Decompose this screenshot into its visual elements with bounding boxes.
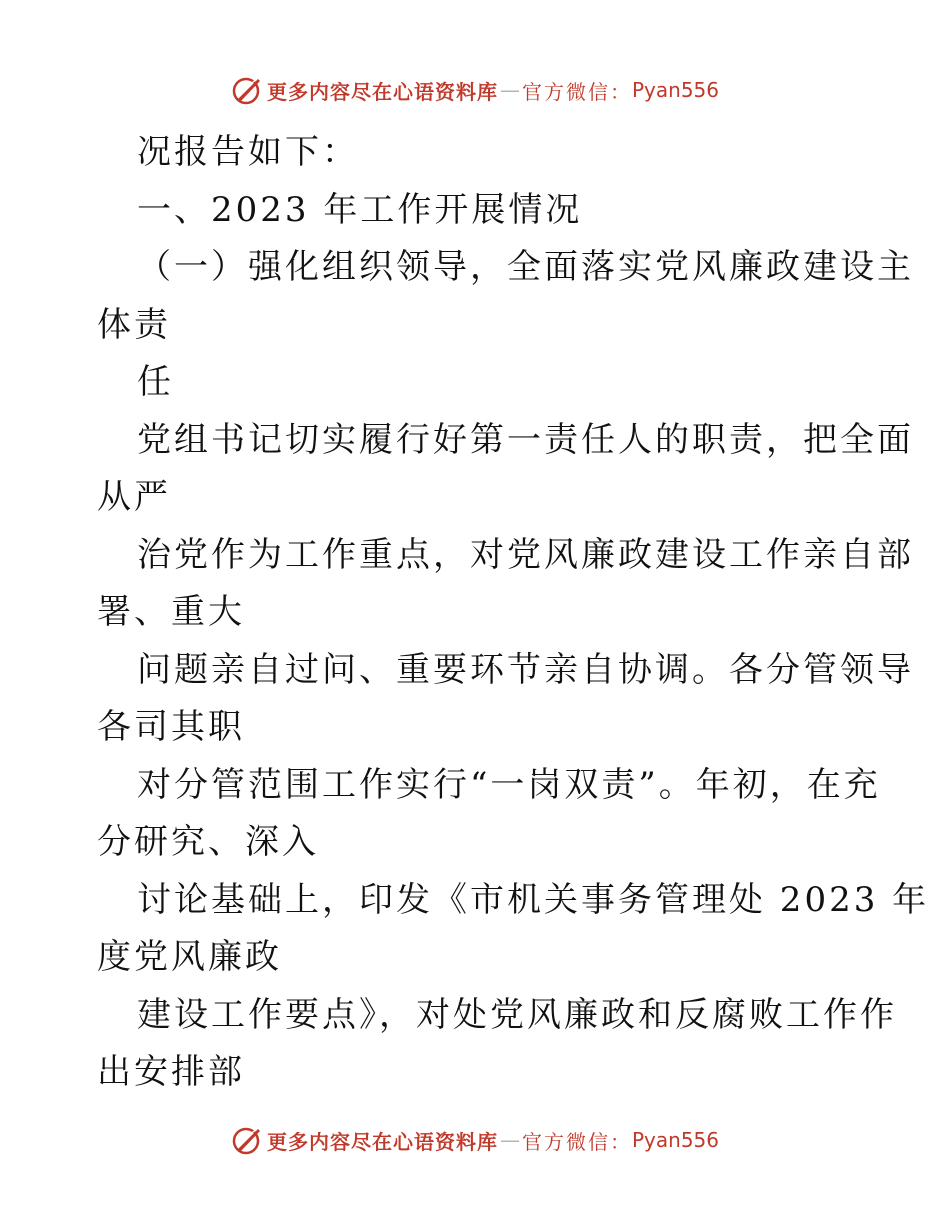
body-line: 署、重大 (97, 592, 245, 632)
body-line: 讨论基础上，印发《市机关事务管理处 2023 年 (137, 879, 930, 920)
body-line: 出安排部 (97, 1052, 245, 1092)
header-watermark (0, 70, 950, 110)
wechat-id: Pyan556 (631, 1128, 719, 1152)
body-line: 体责 (97, 304, 171, 345)
body-line: 从严 (97, 477, 171, 517)
body-line: 建设工作要点》，对处党风廉政和反腐败工作作 (137, 994, 897, 1035)
body-line: 治党作为工作重点，对党风廉政建设工作亲自部 (137, 534, 914, 575)
body-line: 各司其职 (97, 707, 245, 747)
quill-pen-logo-icon (231, 74, 263, 106)
wechat-label: 官方微信： (521, 1129, 632, 1154)
body-line: 问题亲自过问、重要环节亲自协调。各分管领导 (137, 649, 914, 690)
quill-pen-logo-icon (231, 1124, 263, 1156)
separator: — (499, 78, 520, 102)
section-heading: 一、2023 年工作开展情况 (137, 189, 583, 230)
body-line: 党组书记切实履行好第一责任人的职责，把全面 (137, 419, 914, 460)
footer-watermark (0, 1120, 950, 1160)
promo-text: 更多内容尽在心语资料库 (266, 79, 498, 104)
body-line: 任 (137, 362, 174, 402)
body-line: 分研究、深入 (97, 822, 319, 862)
separator: — (499, 1128, 520, 1152)
promo-text: 更多内容尽在心语资料库 (266, 1129, 498, 1154)
body-line: 度党风廉政 (97, 937, 282, 977)
body-line: 况报告如下： (137, 132, 359, 172)
wechat-label: 官方微信： (521, 79, 632, 104)
body-line: 对分管范围工作实行“一岗双责”。年初，在充 (137, 764, 881, 805)
document-body (97, 124, 930, 1102)
wechat-id: Pyan556 (631, 78, 719, 102)
subsection-heading: （一）强化组织领导，全面落实党风廉政建设主 (137, 247, 914, 287)
